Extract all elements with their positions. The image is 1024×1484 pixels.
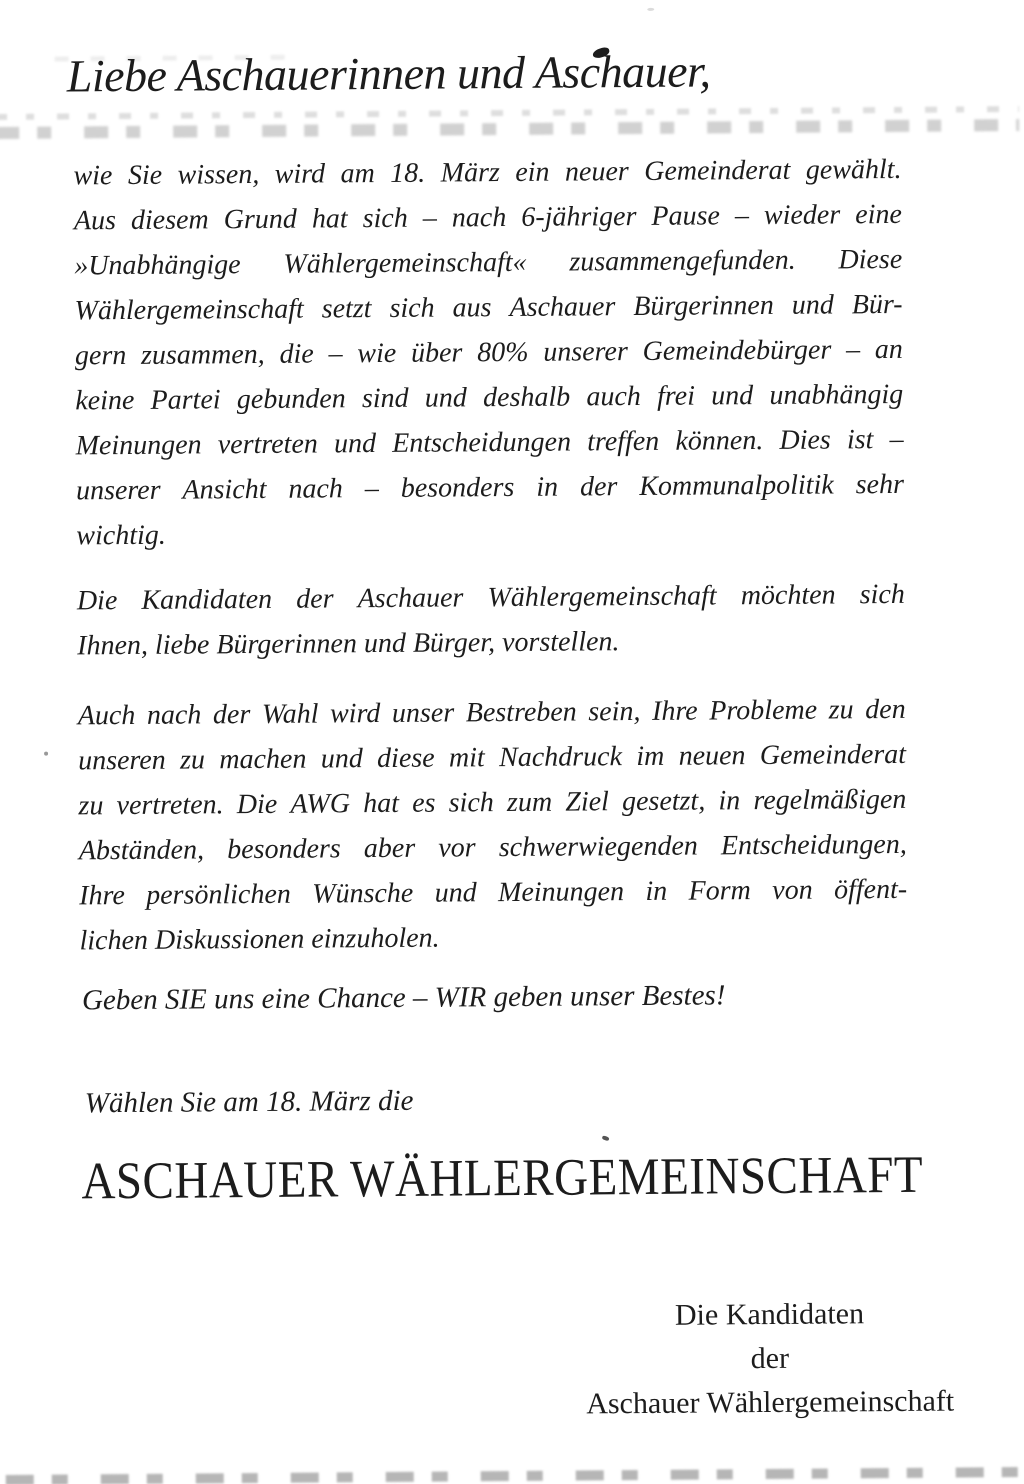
text-line: wichtig. bbox=[76, 519, 166, 552]
body-paragraph-1 bbox=[73, 147, 904, 558]
signature-line-2: der bbox=[750, 1341, 790, 1376]
call-to-action-line: Wählen Sie am 18. März die bbox=[84, 1084, 414, 1120]
signature-line-3: Aschauer Wählergemeinschaft bbox=[586, 1384, 955, 1421]
scan-noise-band-top bbox=[0, 106, 1019, 120]
organization-heading: ASCHAUER WÄHLERGEMEINSCHAFT bbox=[81, 1145, 924, 1211]
text-line: Ihre persönlichen Wünsche und Meinungen in Form von öffent- bbox=[79, 873, 908, 912]
slogan-line: Geben SIE uns eine Chance – WIR geben unser Bestes! bbox=[81, 979, 726, 1017]
text-line: Die Kandidaten der Aschauer Wählergemeinschaft möchten sich bbox=[76, 578, 905, 617]
body-paragraph-3 bbox=[78, 687, 908, 963]
text-line: gern zusammen, die – wie über 80% unserer Gemeindebürger – an bbox=[74, 333, 903, 372]
text-line: Wählergemeinschaft setzt sich aus Aschauer Bürgerinnen und Bür- bbox=[74, 288, 903, 327]
signature-block bbox=[559, 1291, 980, 1426]
scan-dot-artifact bbox=[602, 1135, 610, 1141]
text-line: unseren zu machen und diese mit Nachdruck im neuen Gemeinderat bbox=[78, 738, 907, 777]
text-line: zu vertreten. Die AWG hat es sich zum Ziel gesetzt, in regelmäßigen bbox=[78, 783, 907, 822]
text-line: unserer Ansicht nach – besonders in der Kommunalpolitik sehr bbox=[75, 468, 905, 507]
scan-noise-band-top bbox=[0, 119, 1019, 139]
body-paragraph-2 bbox=[77, 572, 906, 669]
text-line: Aus diesem Grund hat sich – nach 6-jähriger Pause – wieder eine bbox=[73, 198, 902, 237]
text-line: Meinungen vertreten und Entscheidungen treffen können. Dies ist – bbox=[75, 423, 904, 462]
text-line: wie Sie wissen, wird am 18. März ein neuer Gemeinderat gewählt. bbox=[73, 153, 902, 192]
scan-dot-artifact bbox=[44, 752, 48, 756]
text-line: lichen Diskussionen einzuholen. bbox=[79, 922, 440, 957]
text-line: Ihnen, liebe Bürgerinnen und Bürger, vorstellen. bbox=[77, 626, 620, 662]
text-line: Auch nach der Wahl wird unser Bestreben sein, Ihre Probleme zu den bbox=[77, 693, 906, 732]
text-line: keine Partei gebunden sind und deshalb auch frei und unabhängig bbox=[75, 378, 904, 417]
text-line: Abständen, besonders aber vor schwerwiegenden Entscheidungen, bbox=[78, 828, 907, 867]
scan-noise-band-bottom bbox=[6, 1467, 1024, 1484]
signature-line-1: Die Kandidaten bbox=[674, 1297, 865, 1332]
salutation-heading: Liebe Aschauerinnen und Aschauer, bbox=[66, 45, 711, 102]
text-line: »Unabhängige Wählergemeinschaft« zusammengefunden. Diese bbox=[74, 243, 903, 282]
scan-dot-artifact bbox=[647, 8, 654, 11]
